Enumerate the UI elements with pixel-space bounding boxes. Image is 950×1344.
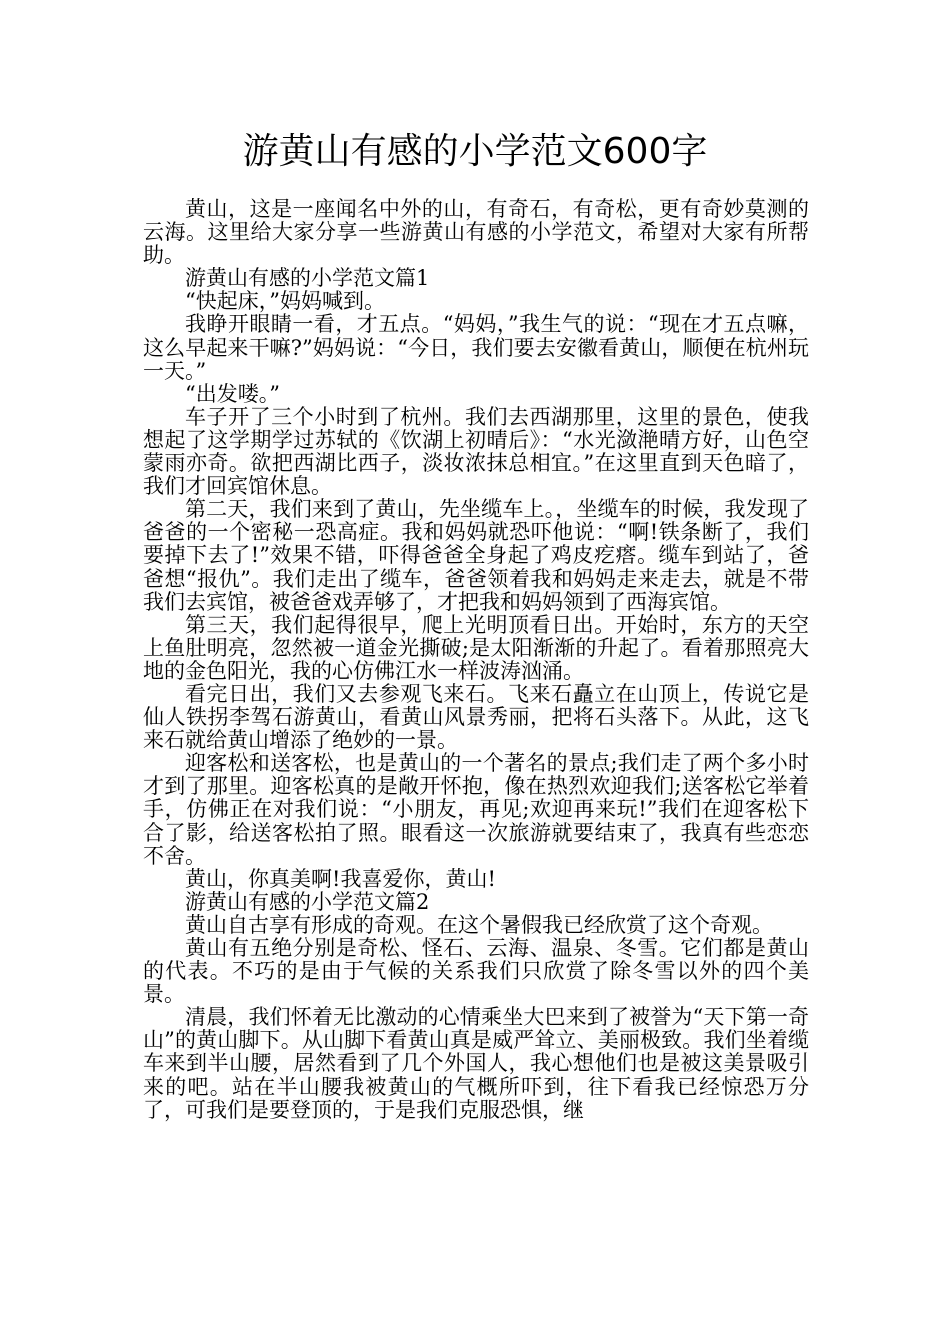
paragraph: 黄山，你真美啊!我喜爱你，黄山! xyxy=(185,866,496,891)
paragraph: 黄山有五绝分别是奇松、怪石、云海、温泉、冬雪。它们都是黄山的代表。不巧的是由于气候的关系我们只欣赏了除冬雪以外的四个美景。 xyxy=(143,936,809,1007)
intro-paragraph: 黄山，这是一座闻名中外的山，有奇石，有奇松，更有奇妙莫测的云海。这里给大家分享一些游黄山有感的小学范文，希望对大家有所帮助。 xyxy=(143,197,809,268)
paragraph: 清晨，我们怀着无比激动的心情乘坐大巴来到了被誉为“天下第一奇山”的黄山脚下。从山脚下看黄山真是威严耸立、美丽极致。我们坐着缆车来到半山腰，居然看到了几个外国人，我心想他们也是被这美景吸引来的吧。站在半山腰我被黄山的气概所吓到，往下看我已经惊恐万分了，可我们是要登顶的，于是我们克服恐惧，继 xyxy=(143,1005,809,1122)
paragraph: “快起床，”妈妈喊到。 xyxy=(185,289,385,314)
paragraph: 我睁开眼睛一看，才五点。“妈妈，”我生气的说：“现在才五点嘛，这么早起来干嘛?”妈妈说：“今日，我们要去安徽看黄山，顺便在杭州玩一天。” xyxy=(143,312,809,383)
paragraph: 黄山自古享有形成的奇观。在这个暑假我已经欣赏了这个奇观。 xyxy=(185,912,773,937)
paragraph: 看完日出，我们又去参观飞来石。飞来石矗立在山顶上，传说它是仙人铁拐李驾石游黄山，看黄山风景秀丽，把将石头落下。从此，这飞来石就给黄山增添了绝妙的一景。 xyxy=(143,681,809,753)
paragraph: “出发喽。” xyxy=(185,381,280,406)
section-heading-1: 游黄山有感的小学范文篇1 xyxy=(185,266,430,291)
paragraph: 车子开了三个小时到了杭州。我们去西湖那里，这里的景色，使我想起了这学期学过苏轼的《饮湖上初晴后》：“水光潋滟晴方好，山色空蒙雨亦奇。欲把西湖比西子，淡妆浓抹总相宜。”在这里直到天色暗了，我们才回宾馆休息。 xyxy=(143,404,809,499)
paragraph: 第三天，我们起得很早，爬上光明顶看日出。开始时，东方的天空上鱼肚明亮，忽然被一道金光撕破;是太阳渐渐的升起了。看着那照亮大地的金色阳光，我的心仿佛江水一样波涛汹涌。 xyxy=(143,612,809,683)
document-body xyxy=(143,198,809,1122)
paragraph: 迎客松和送客松，也是黄山的一个著名的景点;我们走了两个多小时才到了那里。迎客松真的是敞开怀抱，像在热烈欢迎我们;送客松它举着手，仿佛正在对我们说：“小朋友，再见;欢迎再来玩!”我们在迎客松下合了影，给送客松拍了照。眼看这一次旅游就要结束了，我真有些恋恋不舍。 xyxy=(143,751,809,868)
section-heading-2: 游黄山有感的小学范文篇2 xyxy=(185,889,430,914)
paragraph: 第二天，我们来到了黄山，先坐缆车上。，坐缆车的时候，我发现了爸爸的一个密秘一恐高症。我和妈妈就恐吓他说：“啊!铁条断了，我们要掉下去了!”效果不错，吓得爸爸全身起了鸡皮疙瘩。缆车到站了，爸爸想“报仇”。我们走出了缆车，爸爸领着我和妈妈走来走去，就是不带我们去宾馆，被爸爸戏弄够了，才把我和妈妈领到了西海宾馆。 xyxy=(143,497,809,614)
document-title: 游黄山有感的小学范文600字 xyxy=(242,131,708,172)
